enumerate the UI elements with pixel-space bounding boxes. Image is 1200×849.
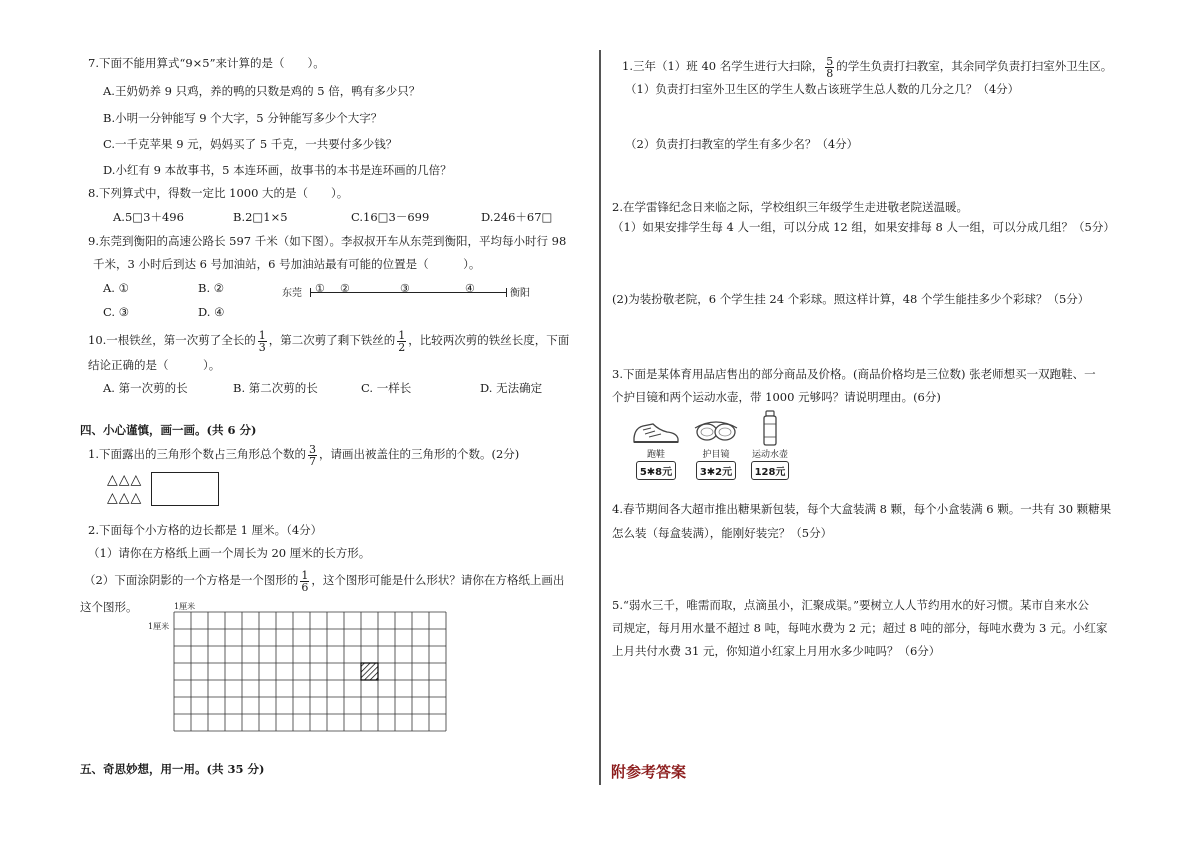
column-divider (599, 50, 601, 785)
sec4-q1-fraction (308, 444, 317, 467)
r-q1-part: 的学生负责打扫教室，其余同学负责打扫室外卫生区。 (836, 59, 1113, 73)
r-q3-stem-line1: 3.下面是某体育用品店售出的部分商品及价格。(商品价格均是三位数) 张老师想买一双跑鞋、一 (612, 367, 1096, 381)
q8-stem: 8.下列算式中，得数一定比 1000 大的是（ ）。 (88, 186, 349, 200)
r-q1-fraction (825, 56, 834, 79)
r-q5-stem-line1: 5.“弱水三千，唯需而取，点滴虽小，汇聚成渠。”要树立人人节约用水的好习惯。某市自来水公 (612, 598, 1089, 612)
q10-stem-part: ，比较两次剪的铁丝长度，下面 (408, 333, 570, 347)
fraction-numerator: 5 (826, 54, 834, 68)
r-q1-sub1: （1）负责打扫室外卫生区的学生人数占该班学生总人数的几分之几？（4分） (625, 82, 1020, 96)
q9-option-c: C. ③ (103, 305, 130, 319)
q10-option-d: D. 无法确定 (480, 381, 543, 395)
bottle-icon (759, 410, 781, 446)
q8-option-c: C.16□3－699 (351, 210, 430, 224)
q7-stem: 7.下面不能用算式“9×5”来计算的是（ ）。 (88, 56, 325, 70)
q10-option-a: A. 第一次剪的长 (103, 381, 188, 395)
r-q4-stem-line1: 4.春节期间各大超市推出糖果新包装，每个大盒装满 8 颗，每个小盒装满 6 颗。一共有 30 颗糖果 (612, 502, 1112, 516)
q10-fraction-2 (397, 330, 406, 353)
q10-stem-part: ，第二次剪了剩下铁丝的 (268, 333, 396, 347)
number-line-mark-3: ③ (400, 282, 410, 295)
square-grid-paper[interactable] (170, 608, 452, 734)
fraction-denominator: 2 (398, 340, 406, 354)
r-q5-stem-line2: 司规定，每月用水量不超过 8 吨，每吨水费为 2 元；超过 8 吨的部分，每吨水费为 3 元。小红家 (612, 621, 1108, 635)
q7-option-b: B.小明一分钟能写 9 个大字，5 分钟能写多少个大字？ (103, 111, 383, 125)
r-q5-stem-line3: 上月共付水费 31 元，你知道小红家上月用水多少吨吗？（6分） (612, 644, 941, 658)
triangles-row-2: △△△ (107, 490, 143, 506)
q10-stem-line2: 结论正确的是（ ）。 (88, 358, 221, 372)
q8-option-a: A.5□3＋496 (113, 210, 184, 224)
shaded-square (361, 663, 378, 680)
cover-rectangle (151, 472, 219, 506)
r-q1-part: 1.三年（1）班 40 名学生进行大扫除， (622, 59, 824, 73)
fraction-denominator: 8 (826, 66, 834, 80)
sec4-q2-part1: （1）请你在方格纸上画一个周长为 20 厘米的长方形。 (88, 546, 371, 560)
fraction-numerator: 1 (398, 328, 406, 342)
q9-stem-line2: 千米，3 小时后到达 6 号加油站，6 号加油站最有可能的位置是（ ）。 (93, 257, 481, 271)
fraction-numerator: 3 (308, 442, 316, 456)
q10-stem-line1 (88, 328, 569, 353)
r-q2-stem: 2.在学雷锋纪念日来临之际，学校组织三年级学生走进敬老院送温暖。 (612, 200, 968, 214)
q9-stem-line1: 9.东莞到衡阳的高速公路长 597 千米（如下图）。李叔叔开车从东莞到衡阳，平均每小时行 98 (88, 234, 567, 248)
number-line-mark-4: ④ (465, 282, 475, 295)
sec4-q2-stem: 2.下面每个小方格的边长都是 1 厘米。（4分） (88, 523, 323, 537)
sec4-q2-part: （2）下面涂阴影的一个方格是一个图形的 (84, 573, 299, 587)
grid-left-label: 1厘米 (148, 622, 170, 631)
item-water-bottle (747, 410, 793, 480)
q8-option-d: D.246＋67□ (481, 210, 553, 224)
q10-fraction-1 (258, 330, 267, 353)
item-name: 护目镜 (702, 450, 730, 460)
item-running-shoe (630, 418, 682, 480)
q7-option-c: C.一千克苹果 9 元，妈妈买了 5 千克，一共要付多少钱？ (103, 137, 398, 151)
fraction-denominator: 6 (301, 580, 309, 594)
item-goggles (690, 418, 742, 480)
q9-option-b: B. ② (198, 281, 225, 295)
sec4-q1-part: ，请画出被盖住的三角形的个数。(2分) (318, 447, 520, 461)
q8-option-b: B.2□1×5 (233, 210, 288, 224)
item-price: 5✱8元 (636, 461, 676, 480)
triangles-row-1: △△△ (107, 472, 143, 488)
item-name: 运动水壶 (751, 450, 788, 460)
number-line-end-label: 衡阳 (510, 288, 530, 299)
grid-top-label: 1厘米 (174, 602, 196, 611)
fraction-denominator: 7 (308, 454, 316, 468)
fraction-denominator: 3 (258, 340, 266, 354)
number-line-mark-1: ① (315, 282, 325, 295)
q9-number-line (282, 282, 544, 306)
number-line-tick (310, 288, 311, 297)
sec4-q1-part: 1.下面露出的三角形个数占三角形总个数的 (88, 447, 306, 461)
sec4-q2-part3: 这个图形。 (80, 600, 138, 614)
shoe-icon (631, 418, 681, 446)
reference-answers-title: 附参考答案 (611, 763, 687, 781)
item-price: 128元 (751, 461, 790, 480)
section-4-title: 四、小心谨慎，画一画。(共 6 分) (80, 423, 257, 437)
sec4-q2-part: ，这个图形可能是什么形状？请你在方格纸上画出 (311, 573, 565, 587)
r-q1-stem (622, 54, 1112, 79)
number-line-start-label: 东莞 (282, 288, 302, 299)
fraction-numerator: 1 (301, 568, 309, 582)
q10-stem-part: 10.一根铁丝，第一次剪了全长的 (88, 333, 256, 347)
r-q2-sub2: (2)为装扮敬老院，6 个学生挂 24 个彩球。照这样计算，48 个学生能挂多少个彩球？（5分） (612, 292, 1090, 306)
r-q1-sub2: （2）负责打扫教室的学生有多少名？（4分） (625, 137, 859, 151)
q9-option-a: A. ① (103, 281, 129, 295)
r-q3-stem-line2: 个护目镜和两个运动水壶，带 1000 元够吗？请说明理由。(6分) (612, 390, 941, 404)
q7-option-a: A.王奶奶养 9 只鸡，养的鸭的只数是鸡的 5 倍，鸭有多少只？ (103, 84, 421, 98)
sec4-q2-fraction (300, 570, 309, 593)
number-line-mark-2: ② (340, 282, 350, 295)
r-q4-stem-line2: 怎么装（每盒装满），能刚好装完？（5分） (612, 526, 833, 540)
r-q2-sub1: （1）如果安排学生每 4 人一组，可以分成 12 组，如果安排每 8 人一组，可以分成几组？（5分） (612, 220, 1115, 234)
sec4-q1-stem (88, 442, 519, 467)
item-name: 跑鞋 (646, 450, 665, 460)
fraction-numerator: 1 (258, 328, 266, 342)
q10-option-b: B. 第二次剪的长 (233, 381, 318, 395)
q9-option-d: D. ④ (198, 305, 225, 319)
sec4-q2-part2 (84, 568, 564, 593)
number-line-tick (506, 288, 507, 297)
q7-option-d: D.小红有 9 本故事书，5 本连环画，故事书的本书是连环画的几倍？ (103, 163, 452, 177)
q10-option-c: C. 一样长 (361, 381, 412, 395)
section-5-title: 五、奇思妙想，用一用。(共 35 分) (80, 762, 265, 776)
goggles-icon (693, 418, 739, 446)
item-price: 3✱2元 (696, 461, 736, 480)
